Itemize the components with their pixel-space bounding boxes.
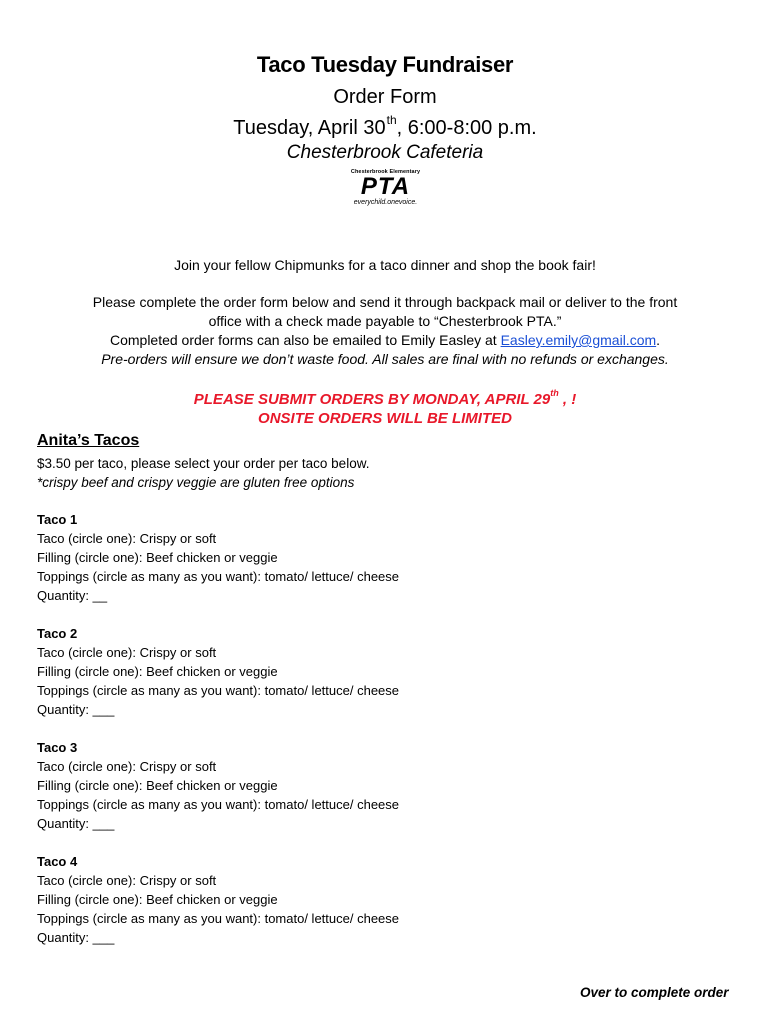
taco-block-2: [37, 624, 537, 719]
event-date: [0, 113, 770, 140]
intro-line-4: Pre-orders will ensure we don’t waste food. All sales are final with no refunds or exchanges.: [101, 351, 669, 367]
pta-logo-tagline: everychild.onevoice.: [353, 199, 418, 206]
intro-join: Join your fellow Chipmunks for a taco dinner and shop the book fair!: [174, 257, 596, 273]
taco-heading: Taco 1: [37, 512, 78, 527]
taco-shell-option[interactable]: Taco (circle one): Crispy or soft: [37, 645, 217, 660]
taco-quantity-field[interactable]: Quantity: ___: [37, 816, 115, 831]
page-title: Taco Tuesday Fundraiser: [256, 52, 514, 77]
pta-logo-school: Chesterbrook Elementary: [350, 169, 421, 175]
taco-toppings-option[interactable]: Toppings (circle as many as you want): tomato/ lettuce/ cheese: [37, 797, 400, 812]
taco-block-1: [37, 510, 537, 605]
taco-heading: Taco 2: [37, 626, 78, 641]
taco-block-3: [37, 738, 537, 833]
intro-line-2: office with a check made payable to “Chesterbrook PTA.”: [208, 313, 562, 329]
taco-quantity-field[interactable]: Quantity: ___: [37, 702, 115, 717]
pta-logo: [343, 169, 428, 219]
deadline-suffix: th: [550, 388, 559, 398]
intro-line-3-end: .: [656, 332, 661, 348]
event-date-suffix: th: [386, 113, 397, 127]
deadline-notice: [0, 388, 770, 408]
page-subtitle: Order Form: [333, 86, 437, 108]
over-to-complete-note: Over to complete order: [580, 985, 729, 1000]
intro-line-3: [0, 332, 770, 348]
taco-filling-option[interactable]: Filling (circle one): Beef chicken or veggie: [37, 778, 278, 793]
taco-filling-option[interactable]: Filling (circle one): Beef chicken or veggie: [37, 550, 278, 565]
pta-logo-name: PTA: [360, 173, 411, 200]
taco-shell-option[interactable]: Taco (circle one): Crispy or soft: [37, 873, 217, 888]
price-text: $3.50 per taco, please select your order per taco below.: [37, 456, 370, 471]
taco-toppings-option[interactable]: Toppings (circle as many as you want): tomato/ lettuce/ cheese: [37, 569, 400, 584]
taco-shell-option[interactable]: Taco (circle one): Crispy or soft: [37, 759, 217, 774]
taco-filling-option[interactable]: Filling (circle one): Beef chicken or veggie: [37, 892, 278, 907]
taco-heading: Taco 3: [37, 740, 78, 755]
email-link[interactable]: Easley.emily@gmail.com: [500, 332, 657, 348]
taco-quantity-field[interactable]: Quantity: ___: [37, 930, 115, 945]
taco-heading: Taco 4: [37, 854, 78, 869]
event-time: , 6:00-8:00 p.m.: [396, 117, 537, 139]
event-date-main: Tuesday, April 30: [233, 117, 386, 139]
taco-block-4: [37, 852, 537, 947]
taco-toppings-option[interactable]: Toppings (circle as many as you want): tomato/ lettuce/ cheese: [37, 911, 400, 926]
taco-shell-option[interactable]: Taco (circle one): Crispy or soft: [37, 531, 217, 546]
intro-line-3-text: Completed order forms can also be emailed to Emily Easley at: [109, 332, 501, 348]
taco-filling-option[interactable]: Filling (circle one): Beef chicken or veggie: [37, 664, 278, 679]
intro-line-1: Please complete the order form below and send it through backpack mail or deliver to the front: [92, 294, 678, 310]
onsite-notice: ONSITE ORDERS WILL BE LIMITED: [258, 410, 512, 427]
taco-toppings-option[interactable]: Toppings (circle as many as you want): tomato/ lettuce/ cheese: [37, 683, 400, 698]
event-venue: Chesterbrook Cafeteria: [286, 142, 484, 163]
deadline-end: , !: [558, 391, 577, 408]
taco-quantity-field[interactable]: Quantity: __: [37, 588, 108, 603]
deadline-text: PLEASE SUBMIT ORDERS BY MONDAY, APRIL 29: [193, 391, 551, 408]
section-title: Anita’s Tacos: [37, 432, 140, 449]
gluten-free-note: *crispy beef and crispy veggie are gluten free options: [37, 475, 355, 490]
